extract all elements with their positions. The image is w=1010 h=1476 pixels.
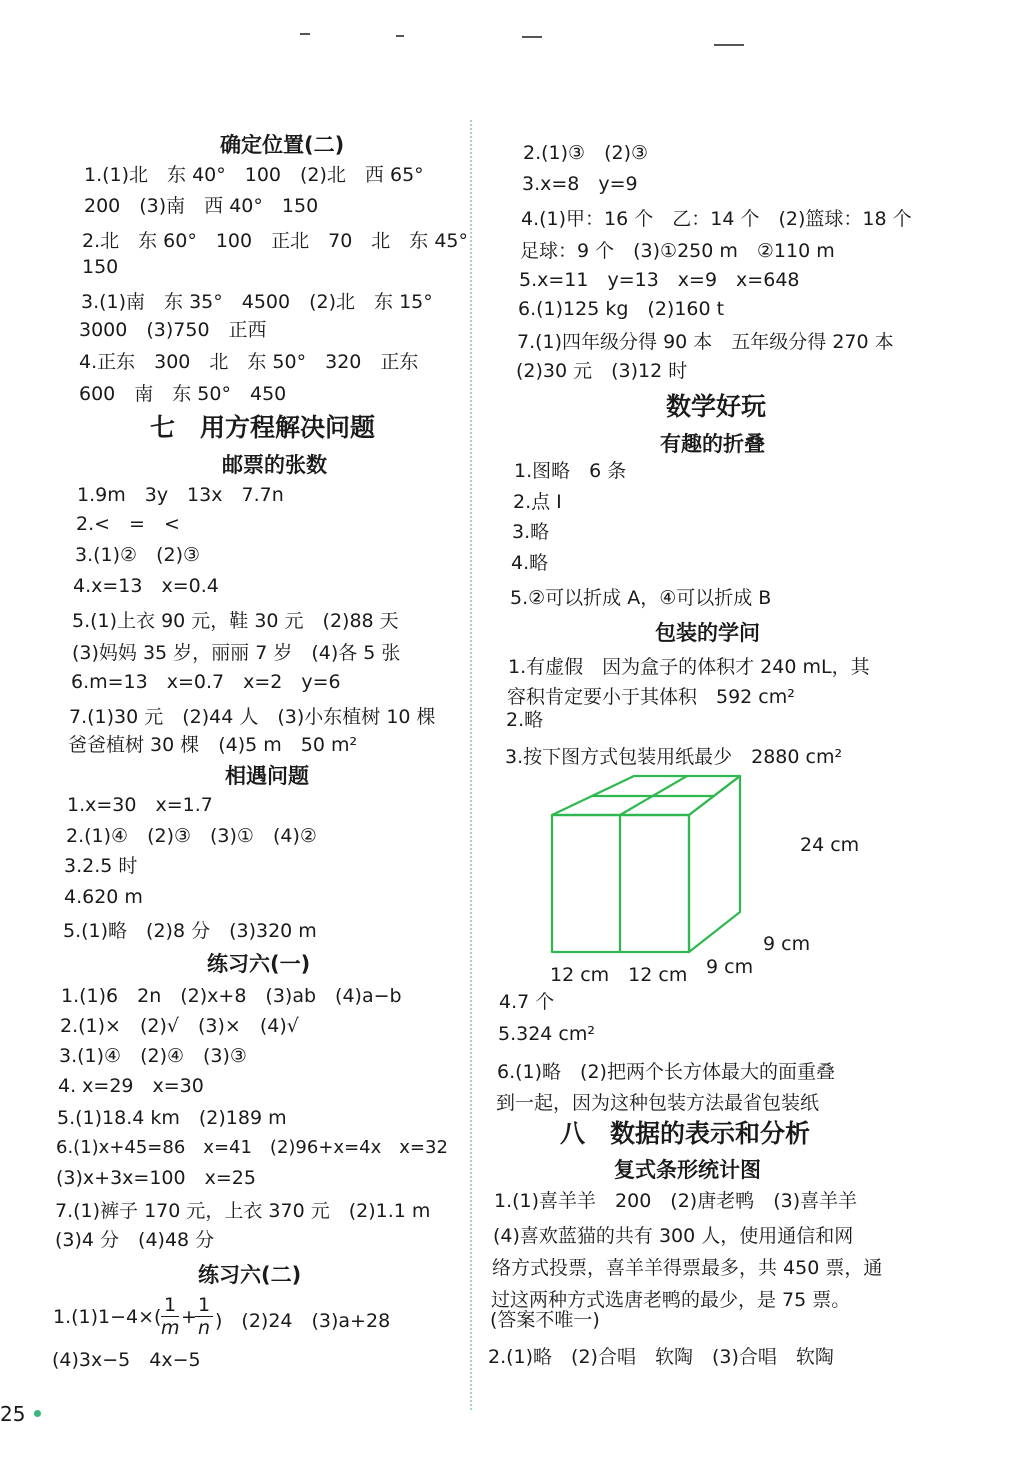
dimension-label: 9 cm xyxy=(763,933,811,955)
answer-line: 过这两种方式选唐老鸭的最少，是 75 票。 xyxy=(491,1289,851,1311)
chapter-title: 七 用方程解决问题 xyxy=(150,413,376,442)
fraction-one-n xyxy=(195,1294,213,1339)
section-title: 相遇问题 xyxy=(225,764,309,788)
answer-line: 1.x=30 x=1.7 xyxy=(67,794,213,816)
answer-line: 2.北 东 60° 100 正北 70 北 东 45° xyxy=(82,230,469,252)
section-title: 练习六(二) xyxy=(198,1263,302,1287)
answer-line: 5.②可以折成 A，④可以折成 B xyxy=(510,587,772,609)
answer-line: 6.(1)x+45=86 x=41 (2)96+x=4x x=32 xyxy=(56,1137,448,1158)
section-title: 确定位置(二) xyxy=(220,133,345,157)
answer-line: (3)x+3x=100 x=25 xyxy=(56,1167,256,1189)
answer-line: (4)3x−5 4x−5 xyxy=(52,1349,201,1371)
answer-line: 5.(1)18.4 km (2)189 m xyxy=(57,1107,287,1129)
answer-line: 7.(1)四年级分得 90 本 五年级分得 270 本 xyxy=(517,331,894,353)
fraction-one-m xyxy=(161,1294,179,1339)
expression-suffix: ) (2)24 (3)a+28 xyxy=(215,1310,391,1332)
answer-line: 7.(1)裤子 170 元，上衣 370 元 (2)1.1 m xyxy=(55,1200,431,1222)
answer-line: 3.略 xyxy=(512,521,550,543)
answer-line: 200 (3)南 西 40° 150 xyxy=(84,195,319,217)
answer-line: 3000 (3)750 正西 xyxy=(79,319,267,341)
fraction-numerator: 1 xyxy=(197,1294,211,1316)
answer-line: (3)4 分 (4)48 分 xyxy=(55,1229,215,1251)
expression-prefix: 1.(1)1−4×( xyxy=(53,1306,162,1328)
column-divider xyxy=(470,120,472,1410)
answer-line: 4.7 个 xyxy=(499,991,555,1013)
packing-boxes-figure xyxy=(540,772,830,992)
box-side-face xyxy=(689,776,740,952)
answer-line: 3.x=8 y=9 xyxy=(522,173,638,195)
fraction-numerator: 1 xyxy=(163,1294,177,1316)
plus-sign: + xyxy=(181,1306,197,1328)
answer-line: 2.(1)× (2)√ (3)× (4)√ xyxy=(60,1015,299,1037)
page-dot-icon xyxy=(34,1410,41,1417)
answer-line: 3.(1)④ (2)④ (3)③ xyxy=(59,1045,247,1067)
page-number: 25 xyxy=(0,1402,26,1426)
answer-line: 2.(1)略 (2)合唱 软陶 (3)合唱 软陶 xyxy=(488,1346,834,1368)
answer-line: 2.略 xyxy=(506,709,544,731)
chapter-title: 八 数据的表示和分析 xyxy=(560,1119,811,1148)
answer-line: 2.点 I xyxy=(513,491,562,513)
answer-line: 3.按下图方式包装用纸最少 2880 cm² xyxy=(505,746,843,768)
answer-line: (3)妈妈 35 岁，丽丽 7 岁 (4)各 5 张 xyxy=(72,642,401,664)
scan-mark xyxy=(396,35,404,37)
answer-line: 1.(1)喜羊羊 200 (2)唐老鸭 (3)喜羊羊 xyxy=(494,1190,858,1212)
answer-line: 1.9m 3y 13x 7.7n xyxy=(77,484,284,506)
answer-line: 1.(1)6 2n (2)x+8 (3)ab (4)a−b xyxy=(61,985,402,1007)
answer-line: 5.(1)略 (2)8 分 (3)320 m xyxy=(63,920,317,942)
answer-line: 5.(1)上衣 90 元，鞋 30 元 (2)88 天 xyxy=(72,610,399,632)
answer-line: 7.(1)30 元 (2)44 人 (3)小东植树 10 棵 xyxy=(69,706,436,728)
answer-line: 1.有虚假 因为盒子的体积才 240 mL，其 xyxy=(508,656,870,678)
scan-mark xyxy=(522,36,542,38)
answer-line: 容积肯定要小于其体积 592 cm² xyxy=(507,686,795,708)
answer-line: (4)喜欢蓝猫的共有 300 人，使用通信和网 xyxy=(493,1225,854,1247)
section-title: 复式条形统计图 xyxy=(614,1158,761,1182)
answer-line: 2.(1)③ (2)③ xyxy=(523,142,649,164)
answer-line: (2)30 元 (3)12 时 xyxy=(516,360,688,382)
answer-line: 6.(1)略 (2)把两个长方体最大的面重叠 xyxy=(497,1061,835,1083)
answer-line: 4.(1)甲：16 个 乙：14 个 (2)篮球：18 个 xyxy=(521,208,912,230)
answer-line: 5.324 cm² xyxy=(498,1023,596,1045)
section-title: 练习六(一) xyxy=(207,952,311,976)
answer-line: 600 南 东 50° 450 xyxy=(79,383,287,405)
answer-line: 足球：9 个 (3)①250 m ②110 m xyxy=(520,240,835,262)
answer-line: 络方式投票，喜羊羊得票最多，共 450 票，通 xyxy=(492,1257,883,1279)
dimension-label: 9 cm xyxy=(706,956,754,978)
fraction-denominator: n xyxy=(197,1317,211,1339)
answer-line: 3.2.5 时 xyxy=(64,855,138,877)
fraction-denominator: m xyxy=(161,1317,180,1339)
answer-line: 爸爸植树 30 棵 (4)5 m 50 m² xyxy=(68,734,358,756)
answer-line: 4.正东 300 北 东 50° 320 正东 xyxy=(79,351,419,373)
answer-line: 1.图略 6 条 xyxy=(514,460,627,482)
answer-line: 3.(1)② (2)③ xyxy=(75,544,201,566)
scan-mark xyxy=(714,44,744,46)
answer-line: 6.m=13 x=0.7 x=2 y=6 xyxy=(71,671,341,693)
section-title: 有趣的折叠 xyxy=(660,432,765,456)
answer-line: (答案不唯一) xyxy=(490,1309,600,1331)
answer-line: 4. x=29 x=30 xyxy=(58,1075,204,1097)
answer-line: 3.(1)南 东 35° 4500 (2)北 东 15° xyxy=(81,291,433,313)
answer-line: 到一起，因为这种包装方法最省包装纸 xyxy=(496,1092,820,1114)
answer-line: 5.x=11 y=13 x=9 x=648 xyxy=(519,269,800,291)
dimension-label: 12 cm 12 cm xyxy=(550,964,688,986)
scan-mark xyxy=(300,33,310,35)
answer-line: 6.(1)125 kg (2)160 t xyxy=(518,298,725,320)
chapter-title: 数学好玩 xyxy=(666,392,767,421)
answer-line: 2.(1)④ (2)③ (3)① (4)② xyxy=(66,825,317,847)
section-title: 邮票的张数 xyxy=(222,453,327,477)
dimension-label: 24 cm xyxy=(800,834,860,856)
section-title: 包装的学问 xyxy=(655,621,760,645)
answer-line: 4.x=13 x=0.4 xyxy=(73,575,219,597)
answer-line: 2.< = < xyxy=(76,513,180,535)
answer-line: 4.620 m xyxy=(64,886,143,908)
answer-line: 1.(1)北 东 40° 100 (2)北 西 65° xyxy=(84,164,424,186)
answer-line: 150 xyxy=(82,256,119,278)
answer-line: 4.略 xyxy=(511,552,549,574)
